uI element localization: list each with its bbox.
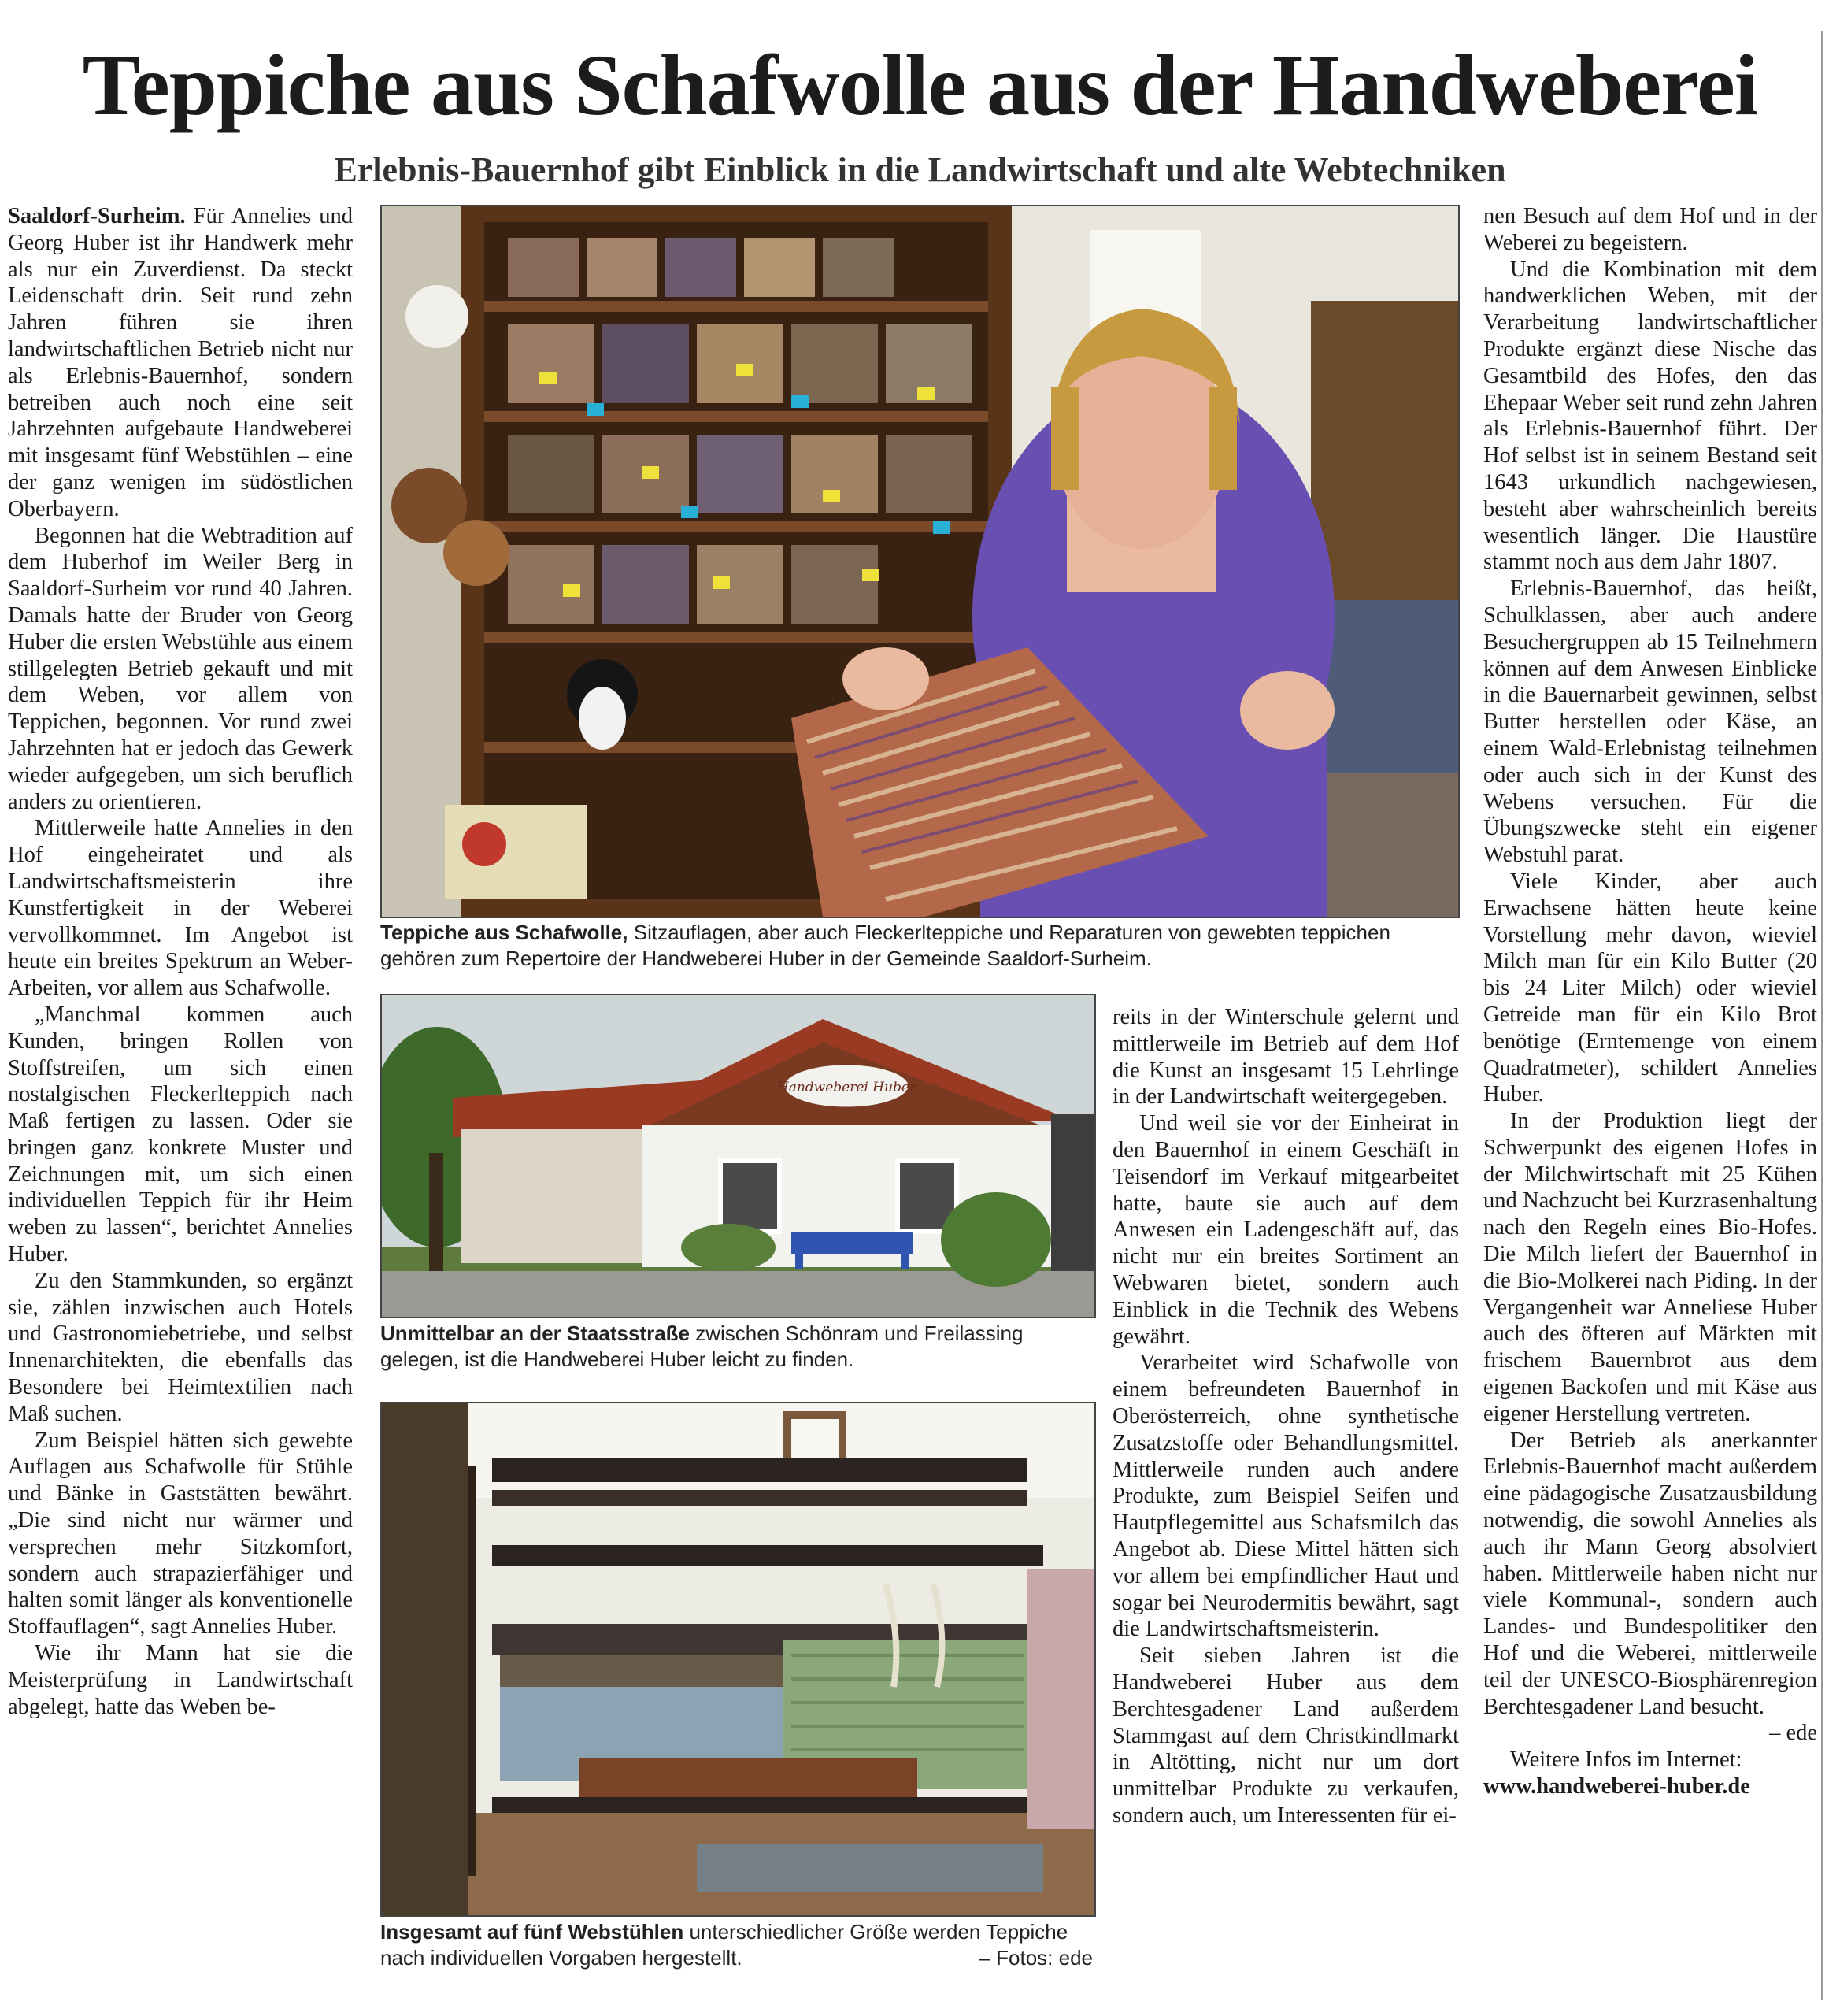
paragraph-text: Für Annelies und Georg Huber ist ihr Handwerk mehr als nur ein Zuverdienst. Da steckt Leidenschaft drin. Seit rund zehn Jahren führen sie ihren landwirtschaftlichen Betrieb nicht nur als Erlebnis-Bauernhof, sondern betreiben auch noch eine seit Jahrzehnten aufgebaute Handweberei mit insgesamt fünf Webstühlen – eine der ganz wenigen im südöstlichen Oberbayern. (8, 204, 353, 521)
article-column-4 (1483, 203, 1817, 1983)
author-initials: – ede (1769, 1721, 1817, 1746)
paragraph: Mittlerweile hatte Annelies in den Hof eingeheiratet und als Landwirtschaftsmeisterin ihre Kunstfertigkeit in der Weberei vervollkommnet. Im Angebot ist heute ein breites Spektrum an Weber-Arbeiten, vor allem aus Schafwolle. (8, 816, 353, 1001)
paragraph: Zu den Stammkunden, so ergänzt sie, zählen inzwischen auch Hotels und Gastronomiebetriebe, und selbst Innenarchitekten, die ebenfalls das Besondere bei Heimtextilien nach Maß suchen. (8, 1268, 353, 1426)
caption-lead: Teppiche aus Schafwolle, (380, 921, 628, 944)
caption-photo-2 (380, 1321, 1093, 1376)
caption-photo-1 (380, 920, 1457, 975)
caption-text: unterschiedlicher Größe werden Teppiche nach individuellen Vorgaben hergestellt. (380, 1920, 1068, 1970)
photo-credit: – Fotos: ede (979, 1946, 1093, 1970)
paragraph: Wie ihr Mann hat sie die Meisterprüfung in Landwirtschaft abgelegt, hatte das Weben be- (8, 1641, 353, 1719)
paragraph: „Manchmal kommen auch Kunden, bringen Rollen von Stoffstreifen, um sich einen nostalgischen Fleckerlteppich nach Maß fertigen zu lassen. Oder sie bringen ganz konkrete Muster und Zeichnungen mit, um sich einen individuellen Teppich für ihr Heim weben zu lassen“, berichtet Annelies Huber. (8, 1002, 353, 1267)
photo-looms (380, 1402, 1096, 1917)
caption-text: zwischen Schönram und Freilassing gelegen, ist die Handweberei Huber leicht zu finden. (380, 1321, 1024, 1371)
caption-photo-3 (380, 1919, 1093, 1974)
subheadline: Erlebnis-Bauernhof gibt Einblick in die Landwirtschaft und alte Webtechniken (334, 150, 1506, 189)
dateline: Saaldorf-Surheim. (8, 204, 186, 228)
paragraph (8, 203, 353, 523)
article-column-3 (1113, 1004, 1459, 1969)
more-info-label: Weitere Infos im Internet: (1510, 1747, 1742, 1773)
headline: Teppiche aus Schafwolle aus der Handweberei (82, 37, 1758, 133)
paragraph: Verarbeitet wird Schafwolle von einem befreundeten Bauernhof in Oberösterreich, ohne synthetische Zusatzstoffe oder Behandlungsmittel. Mittlerweile runden auch andere Produkte, zum Beispiel Seifen und Hautpflegemittel aus Schafsmilch das Angebot ab. Diese Mittel hätten sich vor allem bei empfindlicher Haut und sogar bei Neurodermitis bewährt, sagt die Landwirtschaftsmeisterin. (1113, 1351, 1459, 1642)
shop-sign-text: Handweberei Huber (776, 1080, 916, 1095)
caption-lead: Insgesamt auf fünf Webstühlen (380, 1920, 684, 1944)
caption-text: Sitzauflagen, aber auch Fleckerlteppiche und Reparaturen von gewebten teppichen gehören zum Repertoire der Handweberei Huber in der Gemeinde Saaldorf-Surheim. (380, 921, 1390, 970)
photo-shop-building (380, 994, 1096, 1318)
paragraph: Und die Kombination mit dem handwerklichen Weben, mit der Verarbeitung landwirtschaftlicher Produkte ergänzt diese Nische das Gesamtbild des Hofes, den das Ehepaar Weber seit rund zehn Jahren als Erlebnis-Bauernhof führt. Der Hof selbst ist in seinem Bestand seit 1643 urkundlich nachgewiesen, besteht aber wahrscheinlich bereits wesentlich länger. Die Haustüre stammt noch aus dem Jahr 1807. (1483, 257, 1817, 575)
paragraph: Und weil sie vor der Einheirat in den Bauernhof in einem Geschäft in Teisendorf im Verkauf mitgearbeitet hatte, baute sie auch auf dem Anwesen ein Ladengeschäft auf, das nicht nur ein breites Sortiment an Webwaren bietet, sondern auch Einblick in die Technik des Webens gewährt. (1113, 1111, 1459, 1349)
paragraph: Der Betrieb als anerkannter Erlebnis-Bauernhof macht außerdem eine pädagogische Zusatzausbildung notwendig, die sowohl Annelies als auch ihr Mann Georg absolviert haben. Mittlerweile haben nicht nur viele Kommunal-, sondern auch Landes- und Bundespolitiker den Hof und die Weberei, mittlerweile teil der UNESCO-Biosphärenregion Berchtesgadener Land besucht. (1483, 1428, 1817, 1719)
column-rule (1821, 32, 1823, 2000)
paragraph: Erlebnis-Bauernhof, das heißt, Schulklassen, aber auch andere Besuchergruppen ab 15 Teilnehmern können auf dem Anwesen Einblicke in die Bauernarbeit gewinnen, selbst Butter herstellen oder Käse, an einem Wald-Erlebnistag teilnehmen oder auch sich in der Kunst des Webens versuchen. Für die Übungszwecke steht ein eigener Webstuhl parat. (1483, 576, 1817, 868)
article-column-1 (8, 203, 353, 1967)
photo-weaver-with-rug (380, 205, 1460, 918)
paragraph: nen Besuch auf dem Hof und in der Weberei zu begeistern. (1483, 204, 1817, 255)
paragraph: Begonnen hat die Webtradition auf dem Huberhof im Weiler Berg in Saaldorf-Surheim vor rund 40 Jahren. Damals hatte der Bruder von Georg Huber die ersten Webstühle aus einem stillgelegten Betrieb gekauft und mit dem Weben, vor allem von Teppichen, begonnen. Vor rund zwei Jahrzehnten hat er jedoch das Gewerk wieder aufgegeben, um sich beruflich anders zu orientieren. (8, 523, 353, 814)
paragraph: In der Produktion liegt der Schwerpunkt des eigenen Hofes in der Milchwirtschaft mit 25 Kühen und Nachzucht bei Kurzrasenhaltung nach den Regeln eines Bio-Hofes. Die Milch liefert der Bauernhof in die Bio-Molkerei nach Piding. In der Vergangenheit war Anneliese Huber auch des öfteren auf Märkten mit frischem Bauernbrot aus dem eigenen Backofen und mit Käse aus eigener Herstellung vertreten. (1483, 1109, 1817, 1426)
paragraph: reits in der Winterschule gelernt und mittlerweile im Betrieb auf dem Hof die Kunst an insgesamt 15 Lehrlinge in der Landwirtschaft weitergegeben. (1113, 1005, 1459, 1110)
paragraph: Seit sieben Jahren ist die Handweberei Huber aus dem Berchtesgadener Land außerdem Stammgast auf dem Christkindlmarkt in Altötting, nicht nur um dort unmittelbar Produkte zu verkaufen, sondern auch, um Interessenten für ei- (1113, 1644, 1459, 1828)
caption-lead: Unmittelbar an der Staatsstraße (380, 1321, 690, 1345)
paragraph: Viele Kinder, aber auch Erwachsene hätten heute keine Vorstellung mehr davon, wieviel Milch man für ein Kilo Butter (20 bis 24 Liter Milch) oder wieviel Getreide man für ein Kilo Brot benötige (Erntemenge von einem Quadratmeter), schildert Annelies Huber. (1483, 869, 1817, 1107)
paragraph: Zum Beispiel hätten sich gewebte Auflagen aus Schafwolle für Stühle und Bänke in Gaststätten bewährt. „Die sind nicht nur wärmer und versprechen mehr Sitzkomfort, sondern auch strapazierfähiger und halten somit länger als konventionelle Stoffauflagen“, sagt Annelies Huber. (8, 1428, 353, 1640)
website-url[interactable]: www.handweberei-huber.de (1483, 1774, 1750, 1799)
